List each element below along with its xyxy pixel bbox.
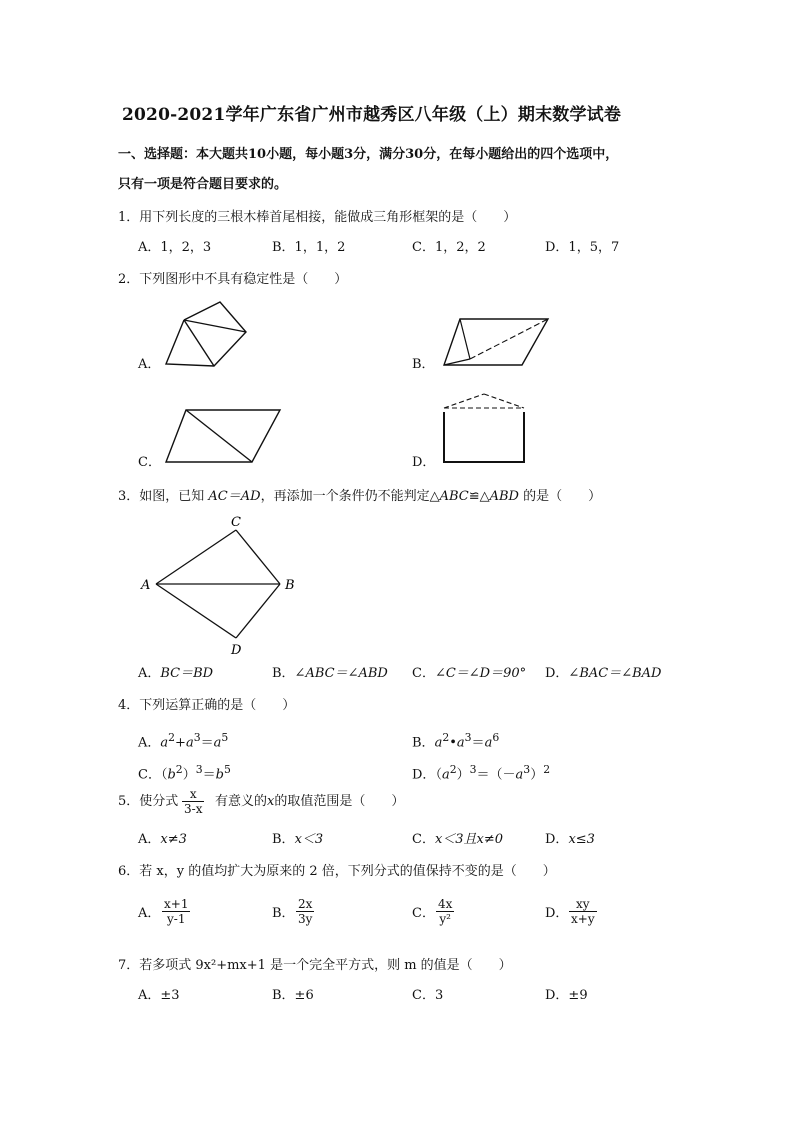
- q1-stem: 1．用下列长度的三根木棒首尾相接，能做成三角形框架的是（ ）: [118, 210, 517, 225]
- q2-stem: 2．下列图形中不具有稳定性是（ ）: [118, 272, 348, 287]
- q2-option-b-label[interactable]: B．: [412, 357, 435, 372]
- q7-option-d[interactable]: D．±9: [545, 988, 588, 1003]
- q6-option-b-fraction[interactable]: 2x 3y: [298, 897, 313, 926]
- q4-option-d[interactable]: D．$(a^2)^3=(-a^3)^2$: [412, 763, 551, 783]
- q3-option-b[interactable]: B．∠ABC＝∠ABD: [272, 666, 388, 681]
- q4-option-b[interactable]: B．$a^2•a^3=a^6$: [412, 731, 500, 751]
- q4-option-c[interactable]: C．$(b^2)^3=b^5$: [138, 763, 231, 783]
- q3-figure-kite: [140, 512, 310, 660]
- q2-option-d-label[interactable]: D．: [412, 455, 436, 470]
- q1-option-c[interactable]: C．1，2，2: [412, 240, 486, 255]
- page-title: 2020-2021学年广东省广州市越秀区八年级（上）期末数学试卷: [122, 105, 622, 125]
- q3-stem: 3．如图，已知 AC＝AD，再添加一个条件仍不能判定△ABC≌△ABD 的是（ ）: [118, 489, 602, 504]
- q7-option-b[interactable]: B．±6: [272, 988, 314, 1003]
- q5-option-c[interactable]: C．x＜3且x≠0: [412, 832, 504, 847]
- q5-stem-pre: 5．使分式: [118, 794, 179, 809]
- q2-figure-c: [164, 406, 282, 466]
- point-b-label: B: [285, 578, 295, 593]
- section-heading-line2: 只有一项是符合题目要求的。: [118, 177, 288, 192]
- q5-option-d[interactable]: D．x≤3: [545, 832, 595, 847]
- point-c-label: C: [231, 515, 241, 530]
- q6-stem: 6．若 x，y 的值均扩大为原来的 2 倍，下列分式的值保持不变的是（ ）: [118, 864, 556, 879]
- q3-option-d[interactable]: D．∠BAC＝∠BAD: [545, 666, 662, 681]
- q2-figure-a: [160, 294, 250, 369]
- point-d-label: D: [231, 643, 242, 658]
- q2-figure-d: [438, 390, 530, 466]
- q2-option-c-label[interactable]: C．: [138, 455, 161, 470]
- q1-option-d[interactable]: D．1，5，7: [545, 240, 620, 255]
- q6-option-c-fraction[interactable]: 4x y²: [438, 897, 453, 926]
- q6-option-d-fraction[interactable]: xy x+y: [571, 897, 595, 926]
- q4-option-a[interactable]: A．$a^2+a^3=a^5$: [138, 731, 229, 751]
- q2-option-a-label[interactable]: A．: [138, 357, 161, 372]
- q2-figure-b: [440, 315, 550, 370]
- q5-fraction: x 3-x: [184, 787, 203, 816]
- q4-stem: 4．下列运算正确的是（ ）: [118, 698, 296, 713]
- q1-option-a[interactable]: A．1，2，3: [138, 240, 212, 255]
- point-a-label: A: [141, 578, 151, 593]
- q6-option-b-label[interactable]: B．: [272, 906, 295, 921]
- q3-option-a[interactable]: A．BC＝BD: [138, 666, 214, 681]
- q6-option-c-label[interactable]: C．: [412, 906, 435, 921]
- q3-option-c[interactable]: C．∠C＝∠D＝90°: [412, 666, 527, 681]
- q6-option-a-fraction[interactable]: x+1 y-1: [164, 897, 189, 926]
- q6-option-d-label[interactable]: D．: [545, 906, 569, 921]
- q1-option-b[interactable]: B．1，1，2: [272, 240, 346, 255]
- q6-option-a-label[interactable]: A．: [138, 906, 161, 921]
- q7-option-c[interactable]: C．3: [412, 988, 444, 1003]
- q5-option-a[interactable]: A．x≠3: [138, 832, 187, 847]
- q7-option-a[interactable]: A．±3: [138, 988, 180, 1003]
- q5-option-b[interactable]: B．x＜3: [272, 832, 324, 847]
- section-heading-line1: 一、选择题：本大题共10小题，每小题3分，满分30分，在每小题给出的四个选项中，: [118, 147, 619, 162]
- q7-stem: 7．若多项式 9x²+mx+1 是一个完全平方式，则 m 的值是（ ）: [118, 958, 512, 973]
- q5-stem-post: 有意义的x的取值范围是（ ）: [215, 794, 405, 809]
